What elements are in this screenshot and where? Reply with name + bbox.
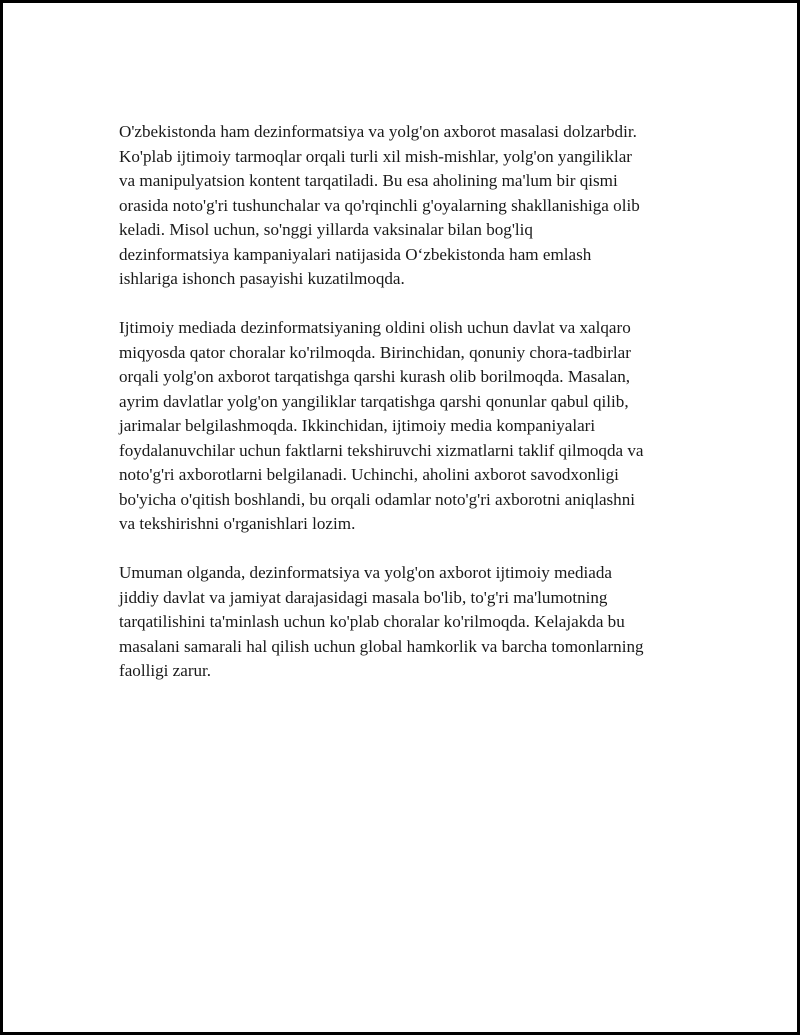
text-line: jiddiy davlat va jamiyat darajasidagi masala bo'lib, to'g'ri ma'lumotning xyxy=(119,587,608,607)
text-line: miqyosda qator choralar ko'rilmoqda. Birinchidan, qonuniy chora-tadbirlar xyxy=(119,342,631,362)
text-line: dezinformatsiya kampaniyalari natijasida O‘zbekistonda ham emlash xyxy=(119,244,592,264)
text-line: Ko'plab ijtimoiy tarmoqlar orqali turli xil mish-mishlar, yolg'on yangiliklar xyxy=(119,146,632,166)
text-line: foydalanuvchilar uchun faktlarni tekshiruvchi xizmatlarni taklif qilmoqda va xyxy=(119,440,644,460)
paragraph-3 xyxy=(119,561,699,684)
text-line: orasida noto'g'ri tushunchalar va qo'rqinchli g'oyalarning shakllanishiga olib xyxy=(119,195,640,215)
text-line: bo'yicha o'qitish boshlandi, bu orqali odamlar noto'g'ri axborotni aniqlashni xyxy=(119,489,636,509)
text-line: Umuman olganda, dezinformatsiya va yolg'on axborot ijtimoiy mediada xyxy=(119,563,612,582)
text-line: faolligi zarur. xyxy=(119,661,212,680)
text-line: keladi. Misol uchun, so'nggi yillarda vaksinalar bilan bog'liq xyxy=(119,220,533,239)
text-line: O'zbekistonda ham dezinformatsiya va yolg'on axborot masalasi dolzarbdir. xyxy=(119,122,637,141)
text-line: ishlariga ishonch pasayishi kuzatilmoqda. xyxy=(119,269,405,288)
text-line: Ijtimoiy mediada dezinformatsiyaning oldini olish uchun davlat va xalqaro xyxy=(119,318,631,337)
paragraph-2 xyxy=(119,316,699,537)
text-line: noto'g'ri axborotlarni belgilanadi. Uchinchi, aholini axborot savodxonligi xyxy=(119,465,619,484)
text-line: jarimalar belgilashmoqda. Ikkinchidan, ijtimoiy media kompaniyalari xyxy=(119,416,596,435)
text-line: va tekshirishni o'rganishlari lozim. xyxy=(119,514,356,533)
text-line: ayrim davlatlar yolg'on yangiliklar tarqatishga qarshi qonunlar qabul qilib, xyxy=(119,391,629,411)
text-line: masalani samarali hal qilish uchun global hamkorlik va barcha tomonlarning xyxy=(119,636,644,656)
paragraph-1 xyxy=(119,120,699,292)
document-body xyxy=(119,120,699,708)
text-line: orqali yolg'on axborot tarqatishga qarshi kurash olib borilmoqda. Masalan, xyxy=(119,367,631,386)
text-line: va manipulyatsion kontent tarqatiladi. Bu esa aholining ma'lum bir qismi xyxy=(119,171,618,190)
text-line: tarqatilishini ta'minlash uchun ko'plab choralar ko'rilmoqda. Kelajakda bu xyxy=(119,612,625,631)
